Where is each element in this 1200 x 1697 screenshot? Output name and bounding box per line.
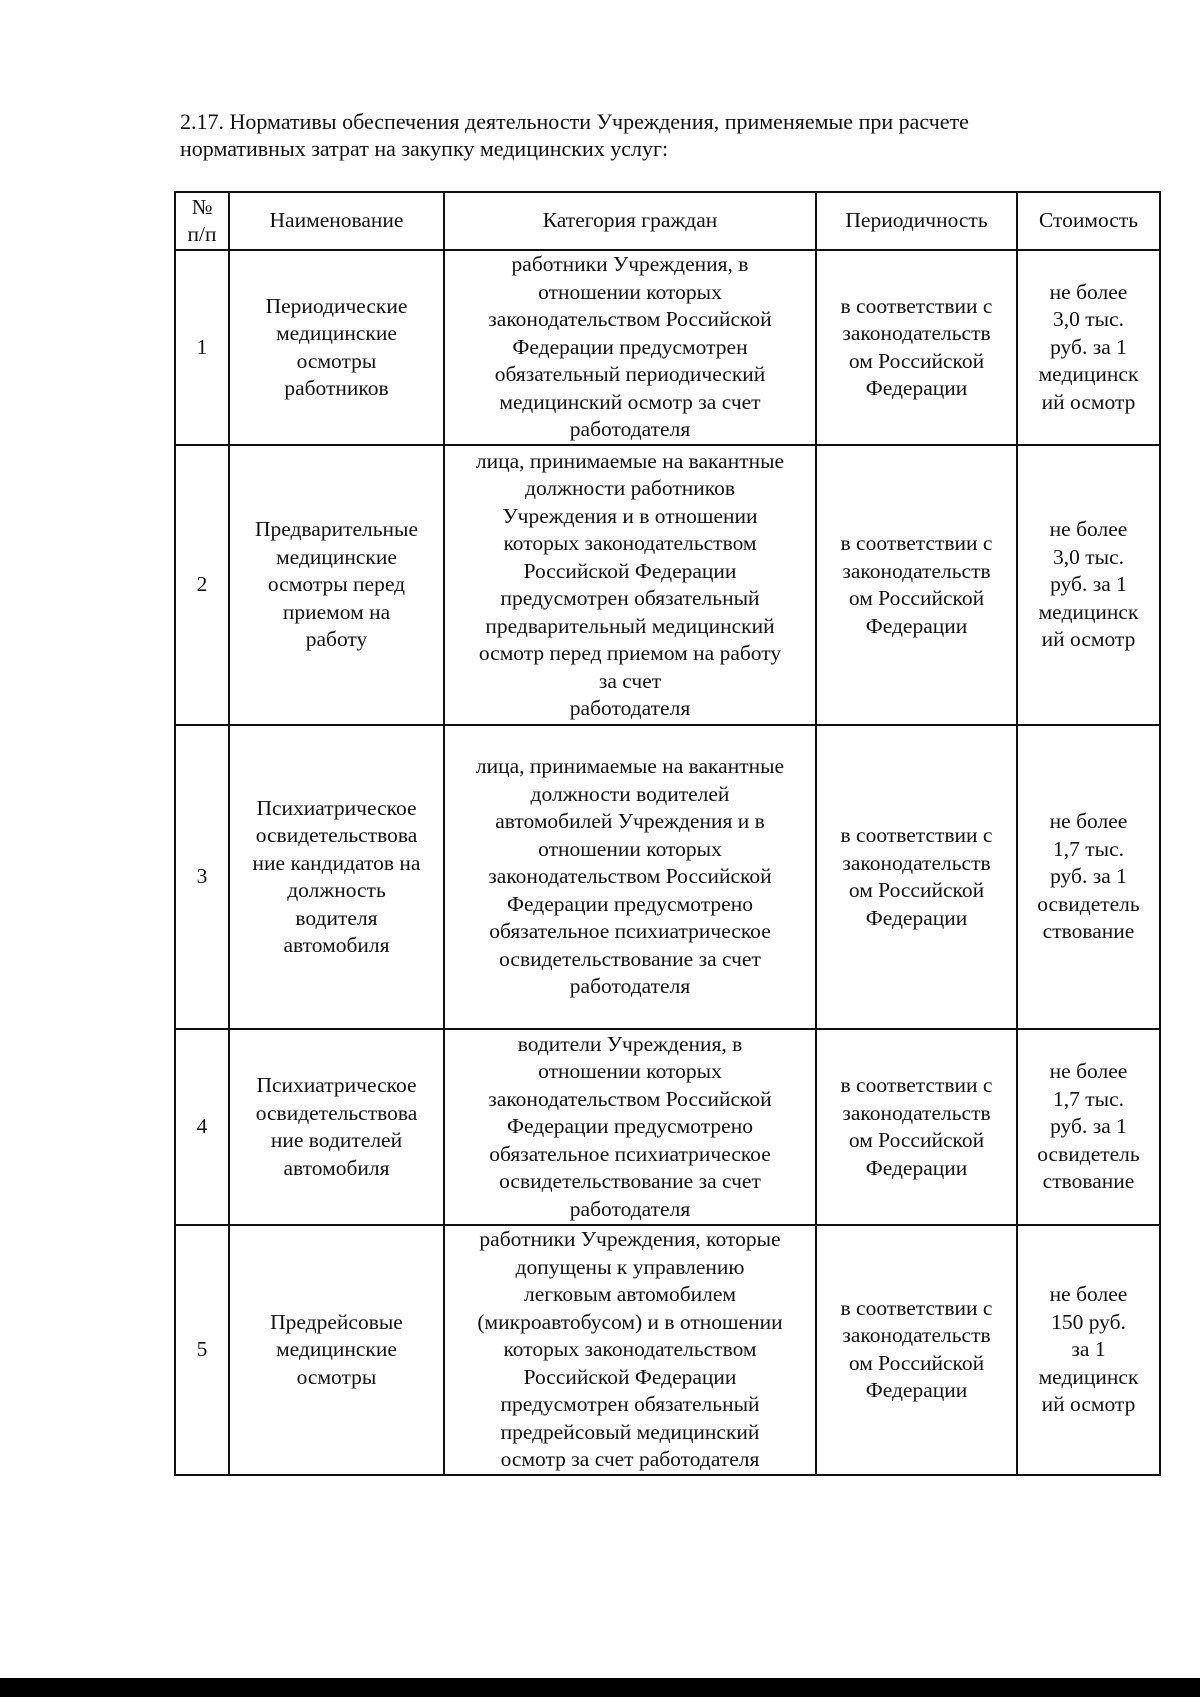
cell-name-line: Психиатрическое xyxy=(256,1073,417,1097)
table-row xyxy=(175,725,1160,1029)
cell-category-line: работодателя xyxy=(569,696,691,720)
cell-period xyxy=(816,1225,1017,1475)
cell-category-line: (микроавтобусом) и в отношении xyxy=(477,1309,783,1334)
cell-cost xyxy=(1017,725,1160,1029)
cell-period-line: Федерации xyxy=(865,613,968,638)
cell-period-line: законодательств xyxy=(842,558,991,583)
cell-category-line: освидетельствование за счет xyxy=(499,946,761,971)
cell-name-line: Предрейсовые xyxy=(270,1309,403,1334)
cell-name xyxy=(229,1029,444,1225)
cell-period-line: ом Российской xyxy=(848,1350,985,1375)
cell-cost-line: за 1 xyxy=(1071,1337,1106,1361)
cell-category xyxy=(444,1225,816,1475)
cell-name-line: медицинские xyxy=(276,544,397,569)
cell-category-line: работодателя xyxy=(569,974,691,999)
cell-cost-line: медицинск xyxy=(1038,599,1139,624)
section-heading xyxy=(180,108,1100,162)
cell-period xyxy=(816,1029,1017,1225)
header-num xyxy=(175,192,229,250)
scan-bottom-border xyxy=(0,1678,1200,1697)
heading-line: нормативных затрат на закупку медицинских услуг: xyxy=(180,136,669,161)
cell-name-line: осмотры xyxy=(296,1364,377,1389)
header-cost: Стоимость xyxy=(1017,192,1160,250)
cell-cost-line: не более xyxy=(1049,279,1128,304)
cell-cost-line: не более xyxy=(1049,517,1128,542)
cell-period-line: в соответствии с xyxy=(840,1295,993,1320)
cell-category-line: Федерации предусмотрен xyxy=(512,334,748,359)
cell-category-line: отношении которых xyxy=(538,1059,722,1084)
cell-cost-line: освидетель xyxy=(1037,891,1140,916)
table-row xyxy=(175,1029,1160,1225)
cell-category-line: лица, принимаемые на вакантные xyxy=(475,448,785,473)
cell-category-line: водители Учреждения, в xyxy=(517,1031,743,1056)
header-name: Наименование xyxy=(229,192,444,250)
cell-cost-line: не более xyxy=(1049,1282,1128,1306)
cell-name xyxy=(229,1225,444,1475)
cell-name-line: работу xyxy=(305,627,368,652)
cell-num: 3 xyxy=(175,725,229,1029)
cell-category-line: работники Учреждения, в xyxy=(511,252,749,277)
cell-name-line: ние кандидатов на xyxy=(252,850,421,875)
cell-name-line: ние водителей xyxy=(270,1128,403,1152)
cell-period-line: законодательств xyxy=(842,1100,991,1125)
cell-cost xyxy=(1017,250,1160,445)
cell-period-line: Федерации xyxy=(865,1155,968,1180)
cell-category-line: предусмотрен обязательный xyxy=(500,1392,760,1416)
cell-name-line: автомобиля xyxy=(283,933,390,957)
table-header-row xyxy=(175,192,1160,250)
cell-name-line: медицинские xyxy=(276,321,397,345)
cell-cost xyxy=(1017,1225,1160,1475)
cell-cost-line: ствование xyxy=(1042,919,1135,944)
cell-cost-line: ий осмотр xyxy=(1041,1392,1136,1416)
heading-line: 2.17. Нормативы обеспечения деятельности Учреждения, применяемые при расчете xyxy=(180,109,969,134)
cell-category-line: легковым автомобилем xyxy=(523,1282,737,1306)
cell-category-line: предусмотрен обязательный xyxy=(500,586,760,610)
cell-name xyxy=(229,445,444,725)
cell-period-line: ом Российской xyxy=(848,586,985,610)
cell-cost-line: руб. за 1 xyxy=(1050,1114,1127,1139)
cell-period-line: ом Российской xyxy=(848,1128,985,1152)
cell-category xyxy=(444,445,816,725)
cell-period-line: законодательств xyxy=(842,850,991,875)
cell-period-line: ом Российской xyxy=(848,348,985,373)
cell-category-line: за счет xyxy=(598,668,662,693)
cell-category-line: Российской Федерации xyxy=(523,558,737,583)
cell-num: 5 xyxy=(175,1225,229,1475)
cell-period-line: в соответствии с xyxy=(840,1073,993,1097)
cell-category-line: которых законодательством xyxy=(503,531,757,555)
cell-name-line: освидетельствова xyxy=(255,1100,418,1125)
cell-cost-line: 150 руб. xyxy=(1051,1309,1126,1334)
cell-category-line: предварительный медицинский xyxy=(485,613,775,638)
cell-category-line: обязательный периодический xyxy=(494,362,766,387)
cell-category-line: отношении которых xyxy=(538,836,722,861)
cell-name-line: автомобиля xyxy=(283,1155,390,1180)
cell-cost-line: медицинск xyxy=(1038,1364,1139,1389)
cell-cost-line: 1,7 тыс. xyxy=(1052,1086,1124,1111)
cell-cost-line: не более xyxy=(1049,1059,1128,1084)
cell-category-line: должности работников xyxy=(525,476,735,500)
cell-name-line: приемом на xyxy=(282,599,391,624)
cell-category-line: должности водителей xyxy=(530,781,730,806)
cell-cost-line: освидетель xyxy=(1037,1141,1140,1166)
cell-cost-line: не более xyxy=(1049,809,1128,834)
cell-name-line: осмотры перед xyxy=(267,572,406,597)
cell-name-line: должность xyxy=(287,878,386,902)
cell-name xyxy=(229,725,444,1029)
cell-cost-line: 1,7 тыс. xyxy=(1052,836,1124,861)
cell-cost-line: 3,0 тыс. xyxy=(1052,307,1124,332)
cell-period xyxy=(816,250,1017,445)
cell-cost-line: ий осмотр xyxy=(1041,389,1136,414)
cell-category-line: Федерации предусмотрено xyxy=(507,891,753,916)
cell-cost-line: ий осмотр xyxy=(1041,627,1136,652)
cell-name-line: Психиатрическое xyxy=(256,795,417,820)
cell-category-line: лица, принимаемые на вакантные xyxy=(475,754,785,779)
cell-period xyxy=(816,445,1017,725)
cell-category-line: осмотр за счет работодателя xyxy=(500,1447,760,1471)
cell-period-line: ом Российской xyxy=(848,878,985,902)
cell-category-line: автомобилей Учреждения и в xyxy=(495,809,765,834)
cell-category-line: освидетельствование за счет xyxy=(499,1169,761,1194)
cell-category-line: законодательством Российской xyxy=(488,307,772,332)
cell-name-line: работников xyxy=(284,376,389,400)
cell-cost-line: медицинск xyxy=(1038,362,1139,387)
table-row xyxy=(175,250,1160,445)
cell-period-line: Федерации xyxy=(865,1378,968,1403)
cell-period-line: законодательств xyxy=(842,321,991,345)
cell-category-line: Федерации предусмотрено xyxy=(507,1114,753,1139)
cell-category-line: Российской Федерации xyxy=(523,1364,737,1389)
cell-period-line: Федерации xyxy=(865,376,968,400)
cell-period-line: в соответствии с xyxy=(840,293,993,318)
cell-category-line: осмотр перед приемом на работу xyxy=(478,641,782,665)
cell-cost-line: руб. за 1 xyxy=(1050,864,1127,889)
cell-cost-line: руб. за 1 xyxy=(1050,572,1127,597)
cell-cost-line: руб. за 1 xyxy=(1050,334,1127,359)
cell-category-line: предрейсовый медицинский xyxy=(500,1419,760,1444)
cell-category xyxy=(444,1029,816,1225)
header-num-line: № xyxy=(191,194,213,219)
cell-name-line: Предварительные xyxy=(254,517,419,542)
cell-category-line: Учреждения и в отношении xyxy=(502,503,758,528)
norms-table xyxy=(174,191,1161,1476)
cell-cost-line: 3,0 тыс. xyxy=(1052,544,1124,569)
cell-name-line: водителя xyxy=(295,905,378,930)
cell-period-line: Федерации xyxy=(865,905,968,930)
cell-category xyxy=(444,725,816,1029)
cell-category-line: законодательством Российской xyxy=(488,864,772,889)
cell-cost-line: ствование xyxy=(1042,1169,1135,1194)
table-row xyxy=(175,1225,1160,1475)
cell-num: 1 xyxy=(175,250,229,445)
cell-period-line: в соответствии с xyxy=(840,531,993,555)
cell-num: 4 xyxy=(175,1029,229,1225)
table-row xyxy=(175,445,1160,725)
cell-cost xyxy=(1017,445,1160,725)
header-num-line: п/п xyxy=(187,222,217,246)
cell-period-line: законодательств xyxy=(842,1323,991,1348)
cell-category-line: допущены к управлению xyxy=(515,1254,745,1279)
cell-category-line: работники Учреждения, которые xyxy=(479,1227,781,1251)
cell-name-line: Периодические xyxy=(265,293,408,318)
cell-category-line: работодателя xyxy=(569,1196,691,1221)
header-category: Категория граждан xyxy=(444,192,816,250)
cell-num: 2 xyxy=(175,445,229,725)
cell-cost xyxy=(1017,1029,1160,1225)
cell-name-line: осмотры xyxy=(296,348,377,373)
cell-name-line: освидетельствова xyxy=(255,823,418,847)
cell-category-line: законодательством Российской xyxy=(488,1086,772,1111)
cell-name xyxy=(229,250,444,445)
cell-category xyxy=(444,250,816,445)
cell-category-line: которых законодательством xyxy=(503,1337,757,1361)
cell-category-line: обязательное психиатрическое xyxy=(489,919,771,944)
cell-category-line: отношении которых xyxy=(538,279,722,304)
cell-period xyxy=(816,725,1017,1029)
header-period: Периодичность xyxy=(816,192,1017,250)
cell-category-line: обязательное психиатрическое xyxy=(489,1141,771,1166)
cell-period-line: в соответствии с xyxy=(840,823,993,847)
cell-category-line: работодателя xyxy=(569,417,691,442)
cell-category-line: медицинский осмотр за счет xyxy=(499,389,761,414)
cell-name-line: медицинские xyxy=(276,1337,397,1361)
